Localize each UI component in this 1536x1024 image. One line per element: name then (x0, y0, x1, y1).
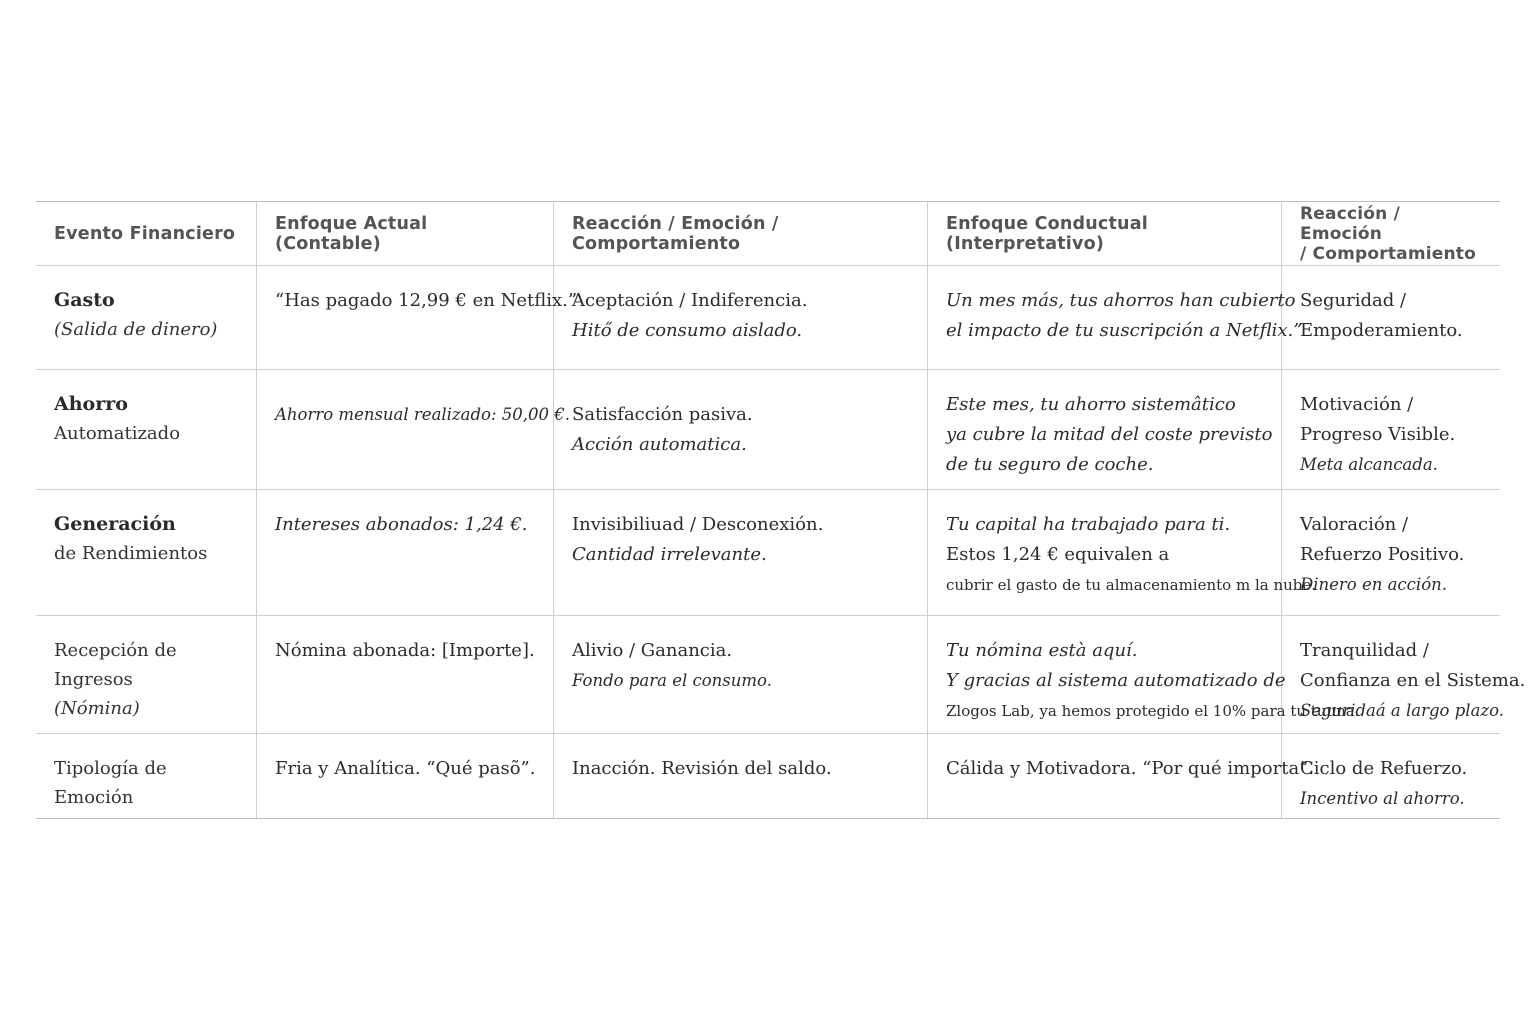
event-title: Gasto (54, 289, 115, 311)
cell-text: Fondo para el consumo. (572, 671, 772, 690)
comparison-table (36, 201, 1526, 819)
cell-text: Valoración / (1300, 514, 1409, 535)
table-row-gasto (36, 266, 1500, 370)
cell-enfoque-conductual (928, 616, 1360, 733)
cell-text: Ciclo de Refuerzo. (1300, 758, 1468, 779)
cell-reaccion-actual (554, 490, 928, 615)
cell-text: Invisibiliuad / Desconexión. (572, 514, 824, 535)
cell-text: Alivio / Ganancia. (572, 640, 733, 661)
cell-text: Refuerzo Positivo. (1300, 544, 1465, 565)
cell-text: el impacto de tu suscripción a Netflix.” (946, 320, 1303, 341)
table-row-ahorro (36, 370, 1500, 490)
cell-text: Fria y Analítica. “Qué pasõ”. (275, 758, 536, 779)
event-subtitle: Automatizado (54, 423, 181, 444)
cell-text: Tranquilidad / (1300, 640, 1429, 661)
cell-text: Aceptación / Indiferencia. (572, 290, 808, 311)
cell-text: Y gracias al sistema automatizado de (946, 670, 1286, 691)
event-subtitle: (Nómina) (54, 698, 140, 719)
cell-text: Intereses abonados: 1,24 €. (275, 514, 528, 535)
table-row-tipologia (36, 734, 1500, 818)
cell-evento (36, 734, 257, 818)
cell-enfoque-actual (257, 490, 554, 615)
event-title: Recepción de Ingresos (54, 640, 177, 690)
cell-text: Nómina abonada: [Importe]. (275, 640, 535, 661)
event-title: Tipología de Emoción (54, 758, 167, 808)
cell-evento (36, 616, 257, 733)
cell-text: Seguridad / (1300, 290, 1407, 311)
cell-text: “Has pagado 12,99 € en Netflix.” (275, 290, 578, 311)
cell-text: Satisfacción pasiva. (572, 404, 753, 425)
cell-enfoque-conductual (928, 490, 1317, 615)
cell-enfoque-actual (257, 734, 554, 818)
cell-reaccion-actual (554, 266, 928, 369)
cell-text: ya cubre la mitad del coste previsto (946, 424, 1273, 445)
header-reaccion-conductual-line-2: / Comportamiento (1300, 243, 1477, 264)
event-subtitle: de Rendimientos (54, 543, 208, 564)
cell-text: cubrir el gasto de tu almacenamiento m la nube. (946, 576, 1317, 594)
event-title: Ahorro (54, 393, 128, 415)
header-reaccion-conductual-line-1: Reacción / Emoción (1300, 203, 1400, 244)
header-evento-financiero: Evento Financiero (36, 202, 257, 265)
header-reaccion-actual: Reacción / Emoción / Comportamiento (554, 202, 928, 265)
cell-text: Incentivo al ahorro. (1300, 789, 1465, 808)
cell-text: Cantidad irrelevante. (572, 544, 767, 565)
cell-enfoque-conductual (928, 370, 1282, 489)
cell-evento (36, 266, 257, 369)
cell-text: Empoderamiento. (1300, 320, 1463, 341)
cell-text: Confianza en el Sistema. (1300, 670, 1526, 691)
cell-text: Progreso Visible. (1300, 424, 1456, 445)
header-reaccion-conductual (1282, 202, 1500, 265)
cell-reaccion-actual (554, 370, 928, 489)
cell-text: Ahorro mensual realizado: 50,00 €. (275, 405, 571, 424)
cell-text: Dinero en acción. (1300, 575, 1448, 594)
cell-reaccion-conductual (1282, 616, 1526, 733)
cell-reaccion-conductual (1282, 266, 1500, 369)
cell-text: Estos 1,24 € equivalen a (946, 544, 1170, 565)
cell-text: Zlogos Lab, ya hemos protegido el 10% para tu tuuna. (946, 702, 1360, 720)
cell-reaccion-actual (554, 734, 928, 818)
event-subtitle: (Salida de dinero) (54, 319, 218, 340)
cell-text: Inacción. Revisión del saldo. (572, 758, 832, 779)
table-row-ingresos (36, 616, 1526, 734)
cell-evento (36, 370, 257, 489)
cell-text: Seguridaá a largo plazo. (1300, 701, 1504, 720)
cell-reaccion-conductual (1282, 490, 1500, 615)
cell-text: Un mes más, tus ahorros han cubierto (946, 290, 1296, 311)
table-row-rendimientos (36, 490, 1500, 616)
cell-enfoque-actual (257, 616, 554, 733)
cell-text: Tu capital ha trabajado para ti. (946, 514, 1231, 535)
cell-text: Tu nómina està aquí. (946, 640, 1138, 661)
cell-enfoque-actual (257, 370, 571, 489)
cell-enfoque-conductual (928, 734, 1315, 818)
cell-text: Hitő de consumo aislado. (572, 320, 803, 341)
cell-reaccion-conductual (1282, 370, 1500, 489)
cell-text: Motivación / (1300, 394, 1414, 415)
cell-text: Cálida y Motivadora. “Por qué importa”. (946, 758, 1315, 779)
cell-text: Meta alcancada. (1300, 455, 1438, 474)
cell-reaccion-conductual (1282, 734, 1500, 818)
cell-text: Este mes, tu ahorro sistemâtico (946, 394, 1236, 415)
cell-text: de tu seguro de coche. (946, 454, 1154, 475)
cell-reaccion-actual (554, 616, 928, 733)
event-title: Generación (54, 513, 176, 535)
cell-enfoque-conductual (928, 266, 1303, 369)
header-enfoque-actual: Enfoque Actual (Contable) (257, 202, 554, 265)
cell-text: Acción automatica. (572, 434, 747, 455)
cell-enfoque-actual (257, 266, 578, 369)
header-enfoque-conductual: Enfoque Conductual (Interpretativo) (928, 202, 1282, 265)
table-header-row (36, 202, 1500, 266)
cell-evento (36, 490, 257, 615)
